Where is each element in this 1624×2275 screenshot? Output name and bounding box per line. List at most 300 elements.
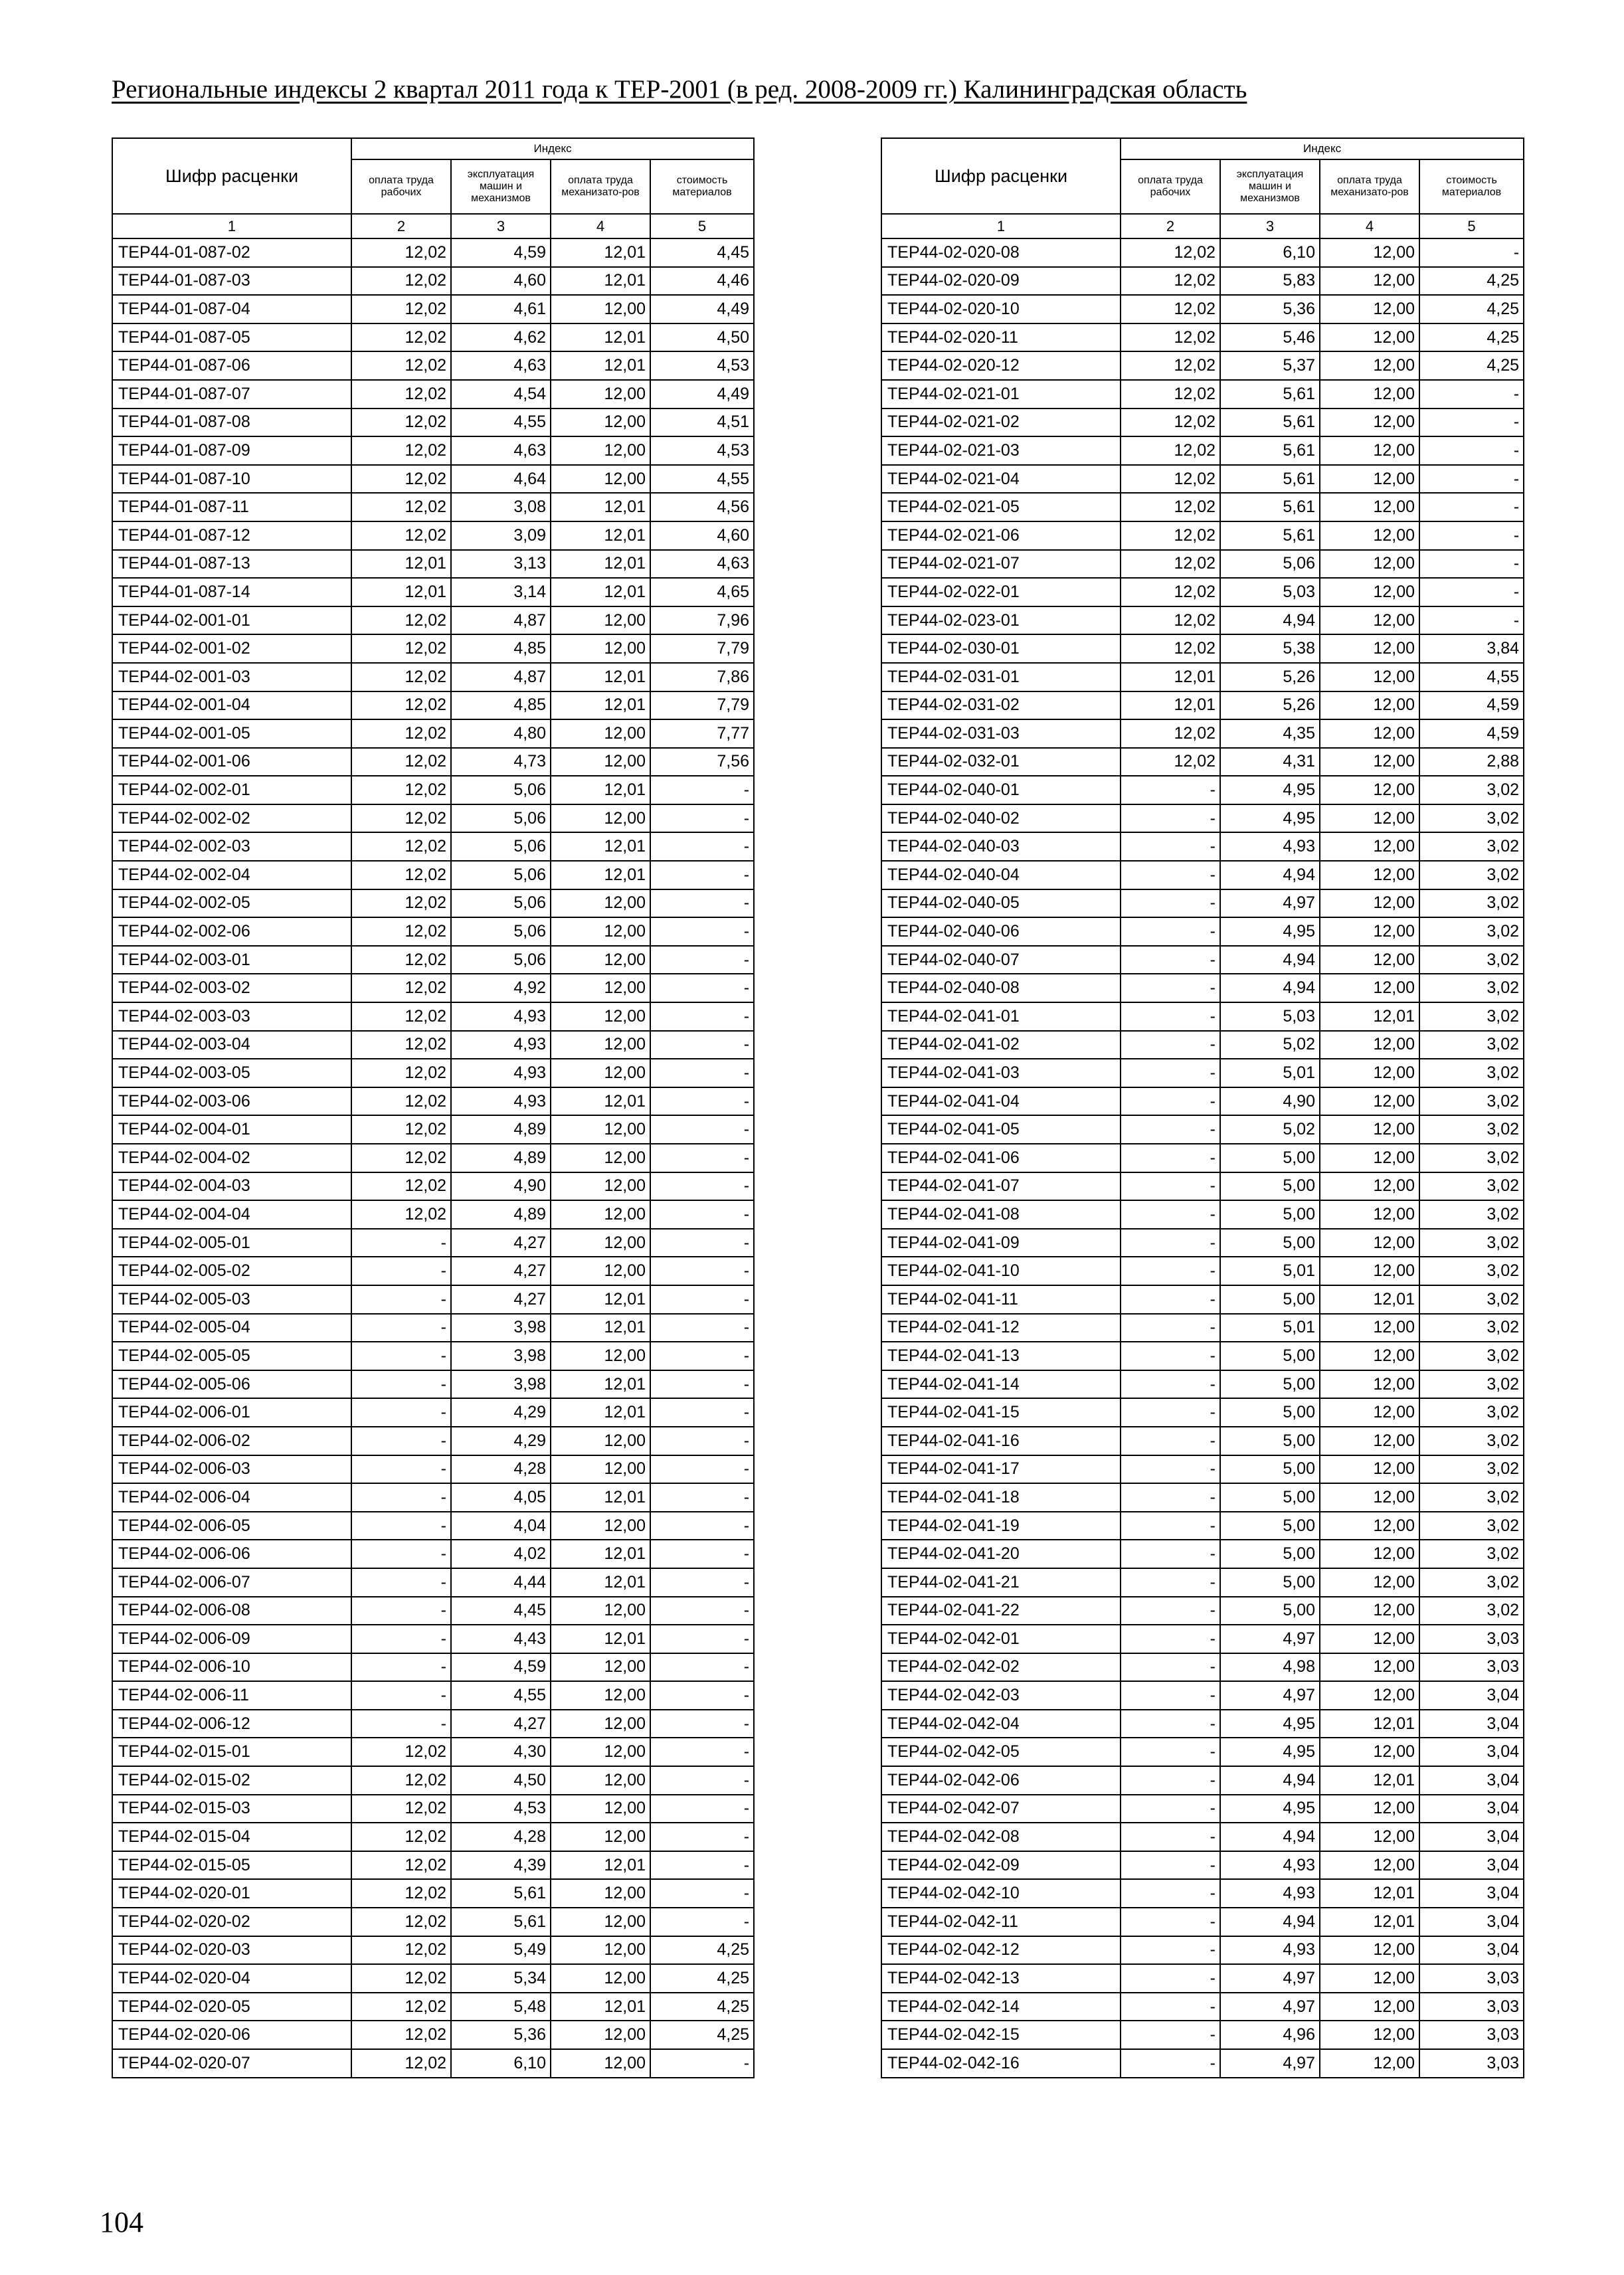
labor-index-cell: 12,01	[1121, 691, 1220, 720]
operators-index-cell: 12,00	[1320, 1257, 1419, 1285]
operators-index-cell: 12,01	[551, 550, 650, 579]
machines-index-cell: 3,98	[451, 1314, 551, 1342]
rate-code-cell: ТЕР44-02-006-08	[112, 1597, 351, 1625]
materials-index-cell: 3,02	[1419, 832, 1524, 861]
operators-index-cell: 12,01	[551, 1540, 650, 1568]
machines-index-cell: 4,28	[451, 1455, 551, 1484]
labor-index-cell: -	[1121, 1823, 1220, 1851]
table-row	[881, 1257, 1524, 1285]
materials-index-cell: -	[650, 1002, 754, 1031]
materials-index-cell: -	[650, 1908, 754, 1936]
materials-index-cell: -	[650, 1710, 754, 1738]
rate-code-cell: ТЕР44-02-006-11	[112, 1681, 351, 1710]
materials-index-cell: 4,25	[650, 1936, 754, 1965]
operators-index-cell: 12,00	[551, 719, 650, 748]
machines-index-cell: 4,95	[1220, 804, 1320, 833]
operators-index-cell: 12,00	[551, 1144, 650, 1172]
operators-index-cell: 12,00	[551, 1342, 650, 1370]
operators-index-cell: 12,00	[551, 1172, 650, 1201]
machines-index-cell: 4,27	[451, 1229, 551, 1257]
labor-index-cell: 12,02	[351, 1087, 451, 1116]
machines-index-cell: 5,36	[451, 2021, 551, 2049]
materials-index-cell: 3,02	[1419, 1597, 1524, 1625]
machines-index-cell: 4,85	[451, 691, 551, 720]
materials-index-cell: -	[650, 861, 754, 889]
materials-index-cell: -	[1419, 409, 1524, 437]
operators-index-cell: 12,00	[1320, 1653, 1419, 1682]
rate-code-cell: ТЕР44-01-087-14	[112, 578, 351, 606]
table-row	[112, 578, 754, 606]
materials-index-cell: 3,02	[1419, 1398, 1524, 1427]
table-row	[112, 1398, 754, 1427]
table-row	[881, 409, 1524, 437]
materials-index-cell: -	[650, 1681, 754, 1710]
rate-code-cell: ТЕР44-02-002-01	[112, 776, 351, 804]
labor-index-cell: 12,02	[351, 1002, 451, 1031]
labor-index-cell: 12,02	[351, 2021, 451, 2049]
machines-index-cell: 5,61	[1220, 465, 1320, 494]
labor-index-cell: -	[1121, 1625, 1220, 1653]
labor-index-cell: -	[1121, 1144, 1220, 1172]
materials-index-cell: 4,49	[650, 295, 754, 323]
rate-code-cell: ТЕР44-02-042-06	[881, 1766, 1121, 1795]
rate-code-cell: ТЕР44-02-003-02	[112, 974, 351, 1002]
table-row	[112, 1710, 754, 1738]
col-number: 3	[451, 214, 551, 238]
table-row	[881, 1879, 1524, 1908]
rate-code-cell: ТЕР44-02-041-19	[881, 1512, 1121, 1540]
rate-code-cell: ТЕР44-02-004-03	[112, 1172, 351, 1201]
operators-index-cell: 12,00	[1320, 946, 1419, 974]
labor-index-cell: 12,02	[351, 917, 451, 946]
machines-index-cell: 4,89	[451, 1200, 551, 1229]
operators-index-cell: 12,00	[1320, 380, 1419, 409]
labor-index-cell: -	[351, 1229, 451, 1257]
table-row	[112, 1766, 754, 1795]
table-row	[112, 1653, 754, 1682]
operators-index-cell: 12,00	[1320, 748, 1419, 776]
materials-index-cell: -	[650, 1115, 754, 1144]
rate-code-cell: ТЕР44-02-041-13	[881, 1342, 1121, 1370]
table-row	[112, 1455, 754, 1484]
rate-code-cell: ТЕР44-02-030-01	[881, 634, 1121, 663]
table-row	[881, 1795, 1524, 1823]
machines-index-cell: 5,00	[1220, 1200, 1320, 1229]
index-table-right	[881, 137, 1524, 2078]
materials-index-cell: 4,25	[1419, 323, 1524, 352]
machines-index-cell: 4,27	[451, 1257, 551, 1285]
table-row	[881, 1172, 1524, 1201]
rate-code-cell: ТЕР44-01-087-04	[112, 295, 351, 323]
materials-index-cell: 4,49	[650, 380, 754, 409]
labor-index-cell: -	[1121, 1597, 1220, 1625]
labor-index-cell: -	[1121, 1229, 1220, 1257]
table-row	[112, 606, 754, 635]
rate-code-cell: ТЕР44-02-015-01	[112, 1738, 351, 1766]
materials-index-cell: -	[650, 1455, 754, 1484]
labor-index-cell: -	[351, 1625, 451, 1653]
materials-index-cell: 4,60	[650, 521, 754, 550]
machines-index-cell: 5,00	[1220, 1229, 1320, 1257]
labor-index-cell: 12,02	[1121, 719, 1220, 748]
table-row	[112, 1059, 754, 1087]
operators-index-cell: 12,00	[551, 1115, 650, 1144]
operators-index-cell: 12,00	[551, 1738, 650, 1766]
rate-code-cell: ТЕР44-01-087-13	[112, 550, 351, 579]
table-row	[112, 465, 754, 494]
rate-code-cell: ТЕР44-02-023-01	[881, 606, 1121, 635]
materials-index-cell: 3,02	[1419, 1200, 1524, 1229]
table-row	[112, 436, 754, 465]
table-row	[881, 832, 1524, 861]
materials-index-cell: 3,84	[1419, 634, 1524, 663]
materials-index-cell: -	[650, 889, 754, 918]
table-row	[881, 606, 1524, 635]
labor-index-cell: 12,02	[351, 1993, 451, 2021]
machines-index-cell: 5,00	[1220, 1568, 1320, 1597]
labor-index-cell: 12,02	[351, 323, 451, 352]
table-row	[881, 889, 1524, 918]
materials-index-cell: 7,96	[650, 606, 754, 635]
table-row	[112, 1568, 754, 1597]
table-row	[112, 1851, 754, 1880]
machines-index-cell: 4,85	[451, 634, 551, 663]
labor-index-cell: 12,01	[351, 550, 451, 579]
materials-index-cell: -	[650, 1257, 754, 1285]
rate-code-cell: ТЕР44-02-002-05	[112, 889, 351, 918]
rate-code-cell: ТЕР44-02-041-12	[881, 1314, 1121, 1342]
operators-index-cell: 12,00	[551, 889, 650, 918]
labor-index-cell: -	[1121, 1681, 1220, 1710]
machines-index-cell: 4,59	[451, 1653, 551, 1682]
labor-index-cell: 12,02	[351, 1115, 451, 1144]
machines-index-cell: 4,80	[451, 719, 551, 748]
rate-code-cell: ТЕР44-02-040-07	[881, 946, 1121, 974]
labor-index-cell: -	[1121, 1427, 1220, 1455]
table-row	[112, 380, 754, 409]
labor-index-cell: 12,02	[351, 1851, 451, 1880]
rate-code-cell: ТЕР44-02-021-07	[881, 550, 1121, 579]
table-row	[881, 1738, 1524, 1766]
labor-index-cell: 12,02	[351, 1766, 451, 1795]
rate-code-cell: ТЕР44-02-042-08	[881, 1823, 1121, 1851]
table-row	[881, 1964, 1524, 1993]
machines-index-cell: 5,06	[451, 861, 551, 889]
operators-index-cell: 12,00	[551, 1936, 650, 1965]
rate-code-cell: ТЕР44-02-001-03	[112, 663, 351, 691]
operators-index-cell: 12,01	[551, 1625, 650, 1653]
labor-index-cell: -	[351, 1597, 451, 1625]
rate-code-cell: ТЕР44-02-020-08	[881, 238, 1121, 267]
materials-index-cell: -	[650, 1172, 754, 1201]
table-row	[881, 1540, 1524, 1568]
rate-code-cell: ТЕР44-02-042-02	[881, 1653, 1121, 1682]
materials-index-cell: 3,02	[1419, 1031, 1524, 1059]
table-row	[112, 634, 754, 663]
materials-index-cell: 4,50	[650, 323, 754, 352]
table-row	[881, 1229, 1524, 1257]
table-row	[112, 917, 754, 946]
table-row	[881, 436, 1524, 465]
labor-index-cell: 12,02	[351, 1908, 451, 1936]
table-row	[112, 267, 754, 296]
table-row	[881, 1314, 1524, 1342]
materials-index-cell: -	[650, 2049, 754, 2078]
table-row	[112, 1200, 754, 1229]
table-row	[881, 1031, 1524, 1059]
materials-index-cell: 3,04	[1419, 1879, 1524, 1908]
operators-index-cell: 12,01	[1320, 1766, 1419, 1795]
labor-index-cell: -	[1121, 1200, 1220, 1229]
machines-index-cell: 5,01	[1220, 1314, 1320, 1342]
materials-index-cell: 3,02	[1419, 1455, 1524, 1484]
table-row	[881, 1455, 1524, 1484]
labor-index-cell: -	[1121, 1370, 1220, 1399]
materials-index-cell: -	[650, 974, 754, 1002]
rate-code-cell: ТЕР44-02-041-11	[881, 1285, 1121, 1314]
table-row	[881, 1512, 1524, 1540]
machines-index-cell: 5,02	[1220, 1031, 1320, 1059]
machines-index-cell: 5,00	[1220, 1285, 1320, 1314]
table-row	[881, 1568, 1524, 1597]
table-row	[112, 493, 754, 521]
labor-index-cell: -	[1121, 1172, 1220, 1201]
machines-index-cell: 5,37	[1220, 351, 1320, 380]
materials-index-cell: 3,04	[1419, 1795, 1524, 1823]
col-number: 1	[112, 214, 351, 238]
operators-index-cell: 12,00	[551, 1879, 650, 1908]
operators-index-cell: 12,00	[1320, 1370, 1419, 1399]
rate-code-cell: ТЕР44-02-006-03	[112, 1455, 351, 1484]
rate-code-cell: ТЕР44-02-020-12	[881, 351, 1121, 380]
machines-index-cell: 4,55	[451, 409, 551, 437]
machines-index-cell: 3,13	[451, 550, 551, 579]
materials-index-cell: -	[650, 1851, 754, 1880]
materials-index-cell: 4,59	[1419, 719, 1524, 748]
operators-index-cell: 12,01	[1320, 1710, 1419, 1738]
header-code: Шифр расценки	[881, 138, 1121, 214]
machines-index-cell: 3,14	[451, 578, 551, 606]
materials-index-cell: 3,02	[1419, 861, 1524, 889]
labor-index-cell: -	[1121, 776, 1220, 804]
table-row	[112, 1229, 754, 1257]
index-table-left	[112, 137, 755, 2078]
operators-index-cell: 12,00	[551, 1823, 650, 1851]
labor-index-cell: 12,02	[351, 238, 451, 267]
rate-code-cell: ТЕР44-02-031-01	[881, 663, 1121, 691]
header-operators: оплата труда механизато-ров	[1320, 159, 1419, 214]
rate-code-cell: ТЕР44-02-005-02	[112, 1257, 351, 1285]
machines-index-cell: 5,83	[1220, 267, 1320, 296]
labor-index-cell: -	[1121, 1285, 1220, 1314]
table-row	[112, 719, 754, 748]
machines-index-cell: 4,95	[1220, 1710, 1320, 1738]
rate-code-cell: ТЕР44-02-003-01	[112, 946, 351, 974]
table-row	[881, 1342, 1524, 1370]
table-row	[881, 295, 1524, 323]
machines-index-cell: 4,62	[451, 323, 551, 352]
rate-code-cell: ТЕР44-02-041-17	[881, 1455, 1121, 1484]
operators-index-cell: 12,00	[1320, 436, 1419, 465]
materials-index-cell: -	[650, 1568, 754, 1597]
rate-code-cell: ТЕР44-01-087-07	[112, 380, 351, 409]
operators-index-cell: 12,00	[1320, 1455, 1419, 1484]
materials-index-cell: 3,04	[1419, 1738, 1524, 1766]
rate-code-cell: ТЕР44-02-021-04	[881, 465, 1121, 494]
operators-index-cell: 12,00	[1320, 238, 1419, 267]
machines-index-cell: 5,00	[1220, 1370, 1320, 1399]
materials-index-cell: 7,56	[650, 748, 754, 776]
operators-index-cell: 12,00	[551, 974, 650, 1002]
table-row	[881, 1144, 1524, 1172]
machines-index-cell: 4,93	[451, 1059, 551, 1087]
labor-index-cell: -	[1121, 1342, 1220, 1370]
materials-index-cell: -	[650, 1483, 754, 1512]
col-number: 5	[650, 214, 754, 238]
labor-index-cell: -	[1121, 1031, 1220, 1059]
labor-index-cell: 12,02	[351, 889, 451, 918]
materials-index-cell: 4,45	[650, 238, 754, 267]
table-row	[112, 1625, 754, 1653]
machines-index-cell: 5,38	[1220, 634, 1320, 663]
machines-index-cell: 5,36	[1220, 295, 1320, 323]
table-row	[112, 550, 754, 579]
rate-code-cell: ТЕР44-02-041-20	[881, 1540, 1121, 1568]
materials-index-cell: -	[650, 1398, 754, 1427]
materials-index-cell: -	[650, 1512, 754, 1540]
labor-index-cell: -	[351, 1342, 451, 1370]
table-row	[881, 380, 1524, 409]
col-number: 2	[1121, 214, 1220, 238]
table-row	[881, 917, 1524, 946]
table-row	[112, 748, 754, 776]
machines-index-cell: 3,98	[451, 1370, 551, 1399]
table-row	[881, 861, 1524, 889]
table-row	[112, 521, 754, 550]
materials-index-cell: 3,02	[1419, 1059, 1524, 1087]
materials-index-cell: 4,56	[650, 493, 754, 521]
labor-index-cell: 12,02	[1121, 436, 1220, 465]
table-row	[112, 691, 754, 720]
materials-index-cell: -	[1419, 550, 1524, 579]
rate-code-cell: ТЕР44-01-087-12	[112, 521, 351, 550]
labor-index-cell: -	[351, 1427, 451, 1455]
table-row	[881, 1823, 1524, 1851]
labor-index-cell: 12,02	[351, 1144, 451, 1172]
operators-index-cell: 12,00	[1320, 1597, 1419, 1625]
operators-index-cell: 12,00	[551, 1031, 650, 1059]
rate-code-cell: ТЕР44-02-042-03	[881, 1681, 1121, 1710]
machines-index-cell: 4,73	[451, 748, 551, 776]
machines-index-cell: 5,61	[1220, 493, 1320, 521]
materials-index-cell: -	[650, 1370, 754, 1399]
machines-index-cell: 4,55	[451, 1681, 551, 1710]
col-number: 3	[1220, 214, 1320, 238]
machines-index-cell: 4,63	[451, 351, 551, 380]
labor-index-cell: 12,02	[351, 776, 451, 804]
rate-code-cell: ТЕР44-02-002-02	[112, 804, 351, 833]
materials-index-cell: 3,02	[1419, 1540, 1524, 1568]
rate-code-cell: ТЕР44-02-004-02	[112, 1144, 351, 1172]
rate-code-cell: ТЕР44-02-042-12	[881, 1936, 1121, 1965]
operators-index-cell: 12,00	[1320, 1681, 1419, 1710]
table-row	[112, 663, 754, 691]
machines-index-cell: 5,00	[1220, 1455, 1320, 1484]
machines-index-cell: 4,94	[1220, 946, 1320, 974]
table-row	[881, 2021, 1524, 2049]
rate-code-cell: ТЕР44-02-021-01	[881, 380, 1121, 409]
rate-code-cell: ТЕР44-02-040-04	[881, 861, 1121, 889]
machines-index-cell: 5,00	[1220, 1512, 1320, 1540]
rate-code-cell: ТЕР44-01-087-06	[112, 351, 351, 380]
rate-code-cell: ТЕР44-02-005-05	[112, 1342, 351, 1370]
labor-index-cell: -	[1121, 1993, 1220, 2021]
materials-index-cell: -	[650, 1059, 754, 1087]
operators-index-cell: 12,00	[551, 1766, 650, 1795]
table-row	[112, 1285, 754, 1314]
operators-index-cell: 12,00	[551, 1795, 650, 1823]
materials-index-cell: 3,04	[1419, 1851, 1524, 1880]
materials-index-cell: 7,77	[650, 719, 754, 748]
operators-index-cell: 12,00	[1320, 1483, 1419, 1512]
labor-index-cell: -	[351, 1285, 451, 1314]
table-row	[881, 1059, 1524, 1087]
operators-index-cell: 12,00	[1320, 2049, 1419, 2078]
header-operators: оплата труда механизато-ров	[551, 159, 650, 214]
materials-index-cell: 4,25	[650, 1964, 754, 1993]
rate-code-cell: ТЕР44-02-001-01	[112, 606, 351, 635]
labor-index-cell: -	[1121, 889, 1220, 918]
materials-index-cell: -	[650, 1540, 754, 1568]
table-row	[881, 776, 1524, 804]
materials-index-cell: 7,79	[650, 691, 754, 720]
operators-index-cell: 12,00	[1320, 1851, 1419, 1880]
labor-index-cell: 12,02	[1121, 521, 1220, 550]
labor-index-cell: -	[1121, 804, 1220, 833]
operators-index-cell: 12,00	[551, 1002, 650, 1031]
machines-index-cell: 4,27	[451, 1285, 551, 1314]
table-row	[881, 2049, 1524, 2078]
operators-index-cell: 12,00	[1320, 1427, 1419, 1455]
materials-index-cell: -	[650, 1031, 754, 1059]
col-number: 1	[881, 214, 1121, 238]
materials-index-cell: 3,02	[1419, 804, 1524, 833]
table-row	[112, 974, 754, 1002]
rate-code-cell: ТЕР44-02-041-21	[881, 1568, 1121, 1597]
machines-index-cell: 5,61	[1220, 409, 1320, 437]
operators-index-cell: 12,01	[551, 776, 650, 804]
machines-index-cell: 5,03	[1220, 1002, 1320, 1031]
materials-index-cell: -	[1419, 436, 1524, 465]
materials-index-cell: 3,03	[1419, 1653, 1524, 1682]
machines-index-cell: 4,89	[451, 1115, 551, 1144]
materials-index-cell: 3,02	[1419, 1144, 1524, 1172]
labor-index-cell: 12,02	[1121, 267, 1220, 296]
machines-index-cell: 4,64	[451, 465, 551, 494]
rate-code-cell: ТЕР44-02-020-10	[881, 295, 1121, 323]
operators-index-cell: 12,01	[551, 1483, 650, 1512]
operators-index-cell: 12,00	[1320, 889, 1419, 918]
table-row	[112, 861, 754, 889]
machines-index-cell: 4,02	[451, 1540, 551, 1568]
operators-index-cell: 12,00	[1320, 1568, 1419, 1597]
operators-index-cell: 12,00	[1320, 1087, 1419, 1116]
labor-index-cell: 12,02	[1121, 493, 1220, 521]
header-materials: стоимость материалов	[1419, 159, 1524, 214]
labor-index-cell: 12,02	[351, 351, 451, 380]
table-row	[112, 889, 754, 918]
machines-index-cell: 4,43	[451, 1625, 551, 1653]
